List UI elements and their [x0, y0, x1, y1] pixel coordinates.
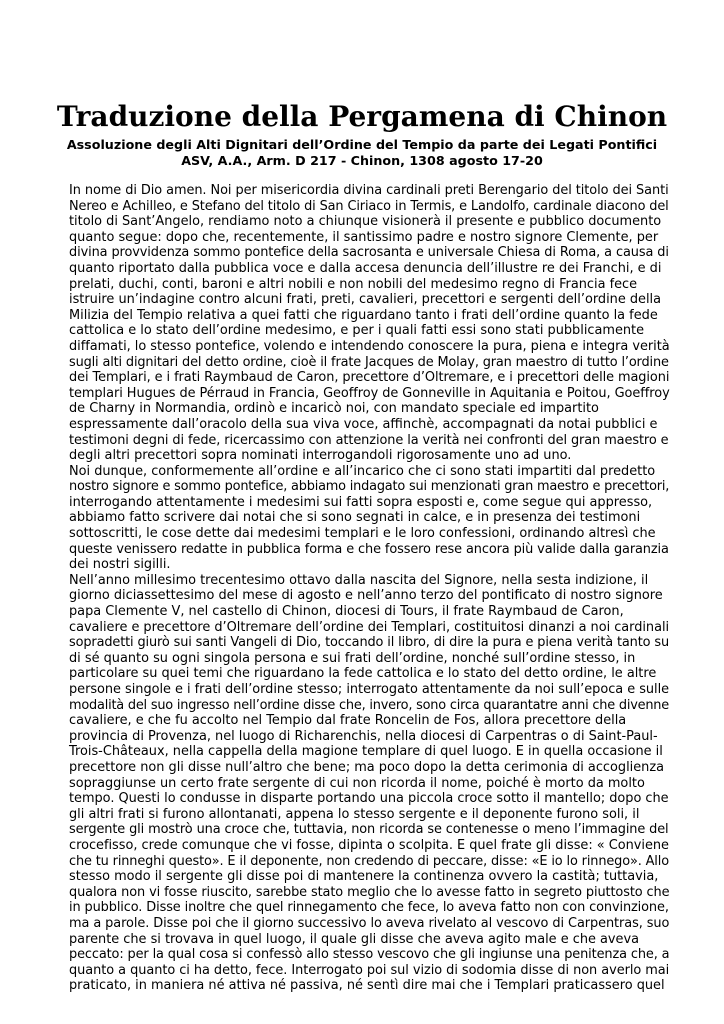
- body-line: giorno diciassettesimo del mese di agosto e nell’anno terzo del pontificato di nostro signore: [69, 588, 663, 604]
- body-line: particolare su quei temi che riguardano la fede cattolica e lo stato del detto ordine, le altre: [69, 666, 657, 682]
- body-line: cattolica e lo stato dell’ordine medesimo, e per i quali fatti essi sono stati pubblicamente: [69, 323, 645, 339]
- body-line: prelati, duchi, conti, baroni e altri nobili e non nobili del medesimo regno di Francia fece: [69, 276, 638, 292]
- body-line: dei Templari, e i frati Raymbaud de Caron, precettore d’Oltremare, e i precettori delle magioni: [69, 370, 670, 386]
- body-line: In nome di Dio amen. Noi per misericordia divina cardinali preti Berengario del titolo dei Santi: [69, 183, 669, 198]
- body-line: precettore non gli disse null’altro che bene; ma poco dopo la detta cerimonia di accoglienza: [69, 759, 665, 775]
- body-line: che tu rinneghi questo». E il deponente, non credendo di peccare, disse: «E io lo rinnego». Allo: [69, 853, 669, 869]
- body-line: interrogando attentamente i medesimi sui fatti sopra esposti e, come segue qui appresso,: [69, 494, 653, 510]
- body-line: crocefisso, crede comunque che vi fosse, dipinta o scolpita. E quel frate gli disse: « Conviene: [69, 837, 669, 853]
- body-line: quanto a quanto ci ha detto, fece. Interrogato poi sul vizio di sodomia disse di non averlo mai: [69, 962, 670, 978]
- body-line: testimoni degni di fede, ricercassimo con attenzione la verità nei confronti del gran maestro e: [69, 432, 669, 448]
- body-line: cavaliere e precettore d’Oltremare dell’ordine dei Templari, costituitosi dinanzi a noi cardinali: [69, 619, 670, 635]
- body-line: Milizia del Tempio relativa a quei fatti che riguardano tanto i frati dell’ordine quanto la fede: [69, 307, 658, 323]
- body-line: templari Hugues de Pérraud in Francia, Geoffroy de Gonneville in Aquitania e Poitou, Goeffroy: [69, 385, 670, 401]
- body-line: in pubblico. Disse inoltre che quel rinnegamento che fece, lo aveva fatto non con convinzione,: [69, 900, 669, 916]
- body-line: sopradetti giurò sui santi Vangeli di Dio, toccando il libro, di dire la pura e piena verità tanto su: [69, 635, 669, 651]
- body-line: titolo di Sant’Angelo, rendiamo noto a chiunque visionerà il presente e pubblico documento: [69, 214, 662, 230]
- body-line: persone singole e i frati dell’ordine stesso; interrogato attentamente da noi sull’epoca e sulle: [69, 682, 670, 697]
- body-line: praticato, in maniera né attiva né passiva, né sentì dire mai che i Templari praticassero quel: [69, 978, 665, 994]
- body-line: diffamati, lo stesso pontefice, volendo e intendendo conoscere la pura, piena e integra verità: [69, 338, 670, 354]
- body-line: qualora non vi fosse riuscito, sarebbe stato meglio che lo avesse fatto in segreto piuttosto che: [69, 884, 670, 900]
- body-line: provincia di Provenza, nel luogo di Richarenchis, nella diocesi di Carpentras o di Saint-Paul-: [69, 728, 658, 744]
- body-line: divina provvidenza sommo pontefice della sacrosanta e universale Chiesa di Roma, a causa di: [69, 245, 669, 261]
- body-text: [69, 183, 669, 994]
- body-line: modalità del suo ingresso nell’ordine disse che, invero, sono circa quarantatre anni che divenne: [69, 697, 669, 713]
- body-line: abbiamo fatto scrivere dai notai che si sono segnati in calce, e in presenza dei testimoni: [69, 510, 641, 526]
- body-line: parente che si trovava in quel luogo, il quale gli disse che aveva agito male e che aveva: [69, 931, 640, 947]
- body-line: Trois-Châteaux, nella cappella della magione templare di quel luogo. E in quella occasione il: [69, 744, 663, 760]
- body-line: papa Clemente V, nel castello di Chinon, diocesi di Tours, il frate Raymbaud de Caron,: [69, 604, 624, 620]
- body-line: degli altri precettori sopra nominati interrogandoli rigorosamente uno ad uno.: [69, 448, 572, 464]
- body-line: dei nostri sigilli.: [69, 557, 171, 573]
- body-line: stesso modo il sergente gli disse poi di mantenere la continenza ovvero la castità; tuttavia,: [69, 869, 659, 885]
- body-line: nostro signore e sommo pontefice, abbiamo indagato sui menzionati gran maestro e precettori,: [69, 479, 670, 495]
- body-line: de Charny in Normandia, ordinò e incaricò noi, con mandato speciale ed impartito: [69, 401, 599, 417]
- body-line: sergente gli mostrò una croce che, tuttavia, non ricorda se contenesse o meno l’immagine del: [69, 822, 669, 838]
- body-line: sottoscritti, le cose dette dai medesimi templari e le loro confessioni, ordinando altresì che: [69, 526, 656, 542]
- body-line: queste venissero redatte in pubblica forma e che fossero rese ancora più valide dalla garanzia: [69, 541, 669, 557]
- body-line: sugli alti dignitari del detto ordine, cioè il frate Jacques de Molay, gran maestro di tutto l’ordine: [69, 354, 669, 370]
- body-line: Nereo e Achilleo, e Stefano del titolo di San Ciriaco in Termis, e Landolfo, cardinale diacono del: [69, 198, 669, 214]
- body-line: gli altri frati si furono allontanati, appena lo stesso sergente e il deponente furono soli, il: [69, 806, 640, 822]
- subtitle-line-2: ASV, A.A., Arm. D 217 - Chinon, 1308 agosto 17-20: [181, 153, 543, 168]
- subtitle-line-1: Assoluzione degli Alti Dignitari dell’Ordine del Tempio da parte dei Legati Pontifici: [66, 137, 658, 152]
- body-line: peccato: per la qual cosa si confessò allo stesso vescovo che gli ingiunse una penitenza che, a: [69, 947, 670, 963]
- body-line: quanto segue: dopo che, recentemente, il santissimo padre e nostro signore Clemente, per: [69, 229, 659, 245]
- body-line: Nell’anno millesimo trecentesimo ottavo dalla nascita del Signore, nella sesta indizione, il: [69, 572, 649, 588]
- body-line: di sé quanto su ogni singola persona e sui frati dell’ordine, nonché sull’ordine stesso, in: [69, 650, 636, 666]
- body-line: tempo. Questi lo condusse in disparte portando una piccola croce sotto il mantello; dopo che: [69, 791, 669, 807]
- body-line: espressamente dall’oracolo della sua viva voce, affinchè, accompagnati da notai pubblici e: [69, 416, 658, 432]
- body-line: ma a parole. Disse poi che il giorno successivo lo aveva rivelato al vescovo di Carpentras, suo: [69, 915, 670, 931]
- body-line: cavaliere, e che fu accolto nel Tempio dal frate Roncelin de Fos, allora precettore della: [69, 713, 627, 729]
- body-line: sopraggiunse un certo frate sergente di cui non ricorda il nome, poiché è morto da molto: [69, 775, 645, 791]
- body-line: quanto riportato dalla pubblica voce e dalla accesa denuncia dell’illustre re dei Franchi, e di: [69, 260, 662, 276]
- body-line: istruire un’indagine contro alcuni frati, preti, cavalieri, precettori e sergenti dell’ordine della: [69, 292, 662, 308]
- page-title: Traduzione della Pergamena di Chinon: [56, 100, 668, 133]
- body-line: Noi dunque, conformemente all’ordine e all’incarico che ci sono stati impartiti dal predetto: [69, 463, 656, 479]
